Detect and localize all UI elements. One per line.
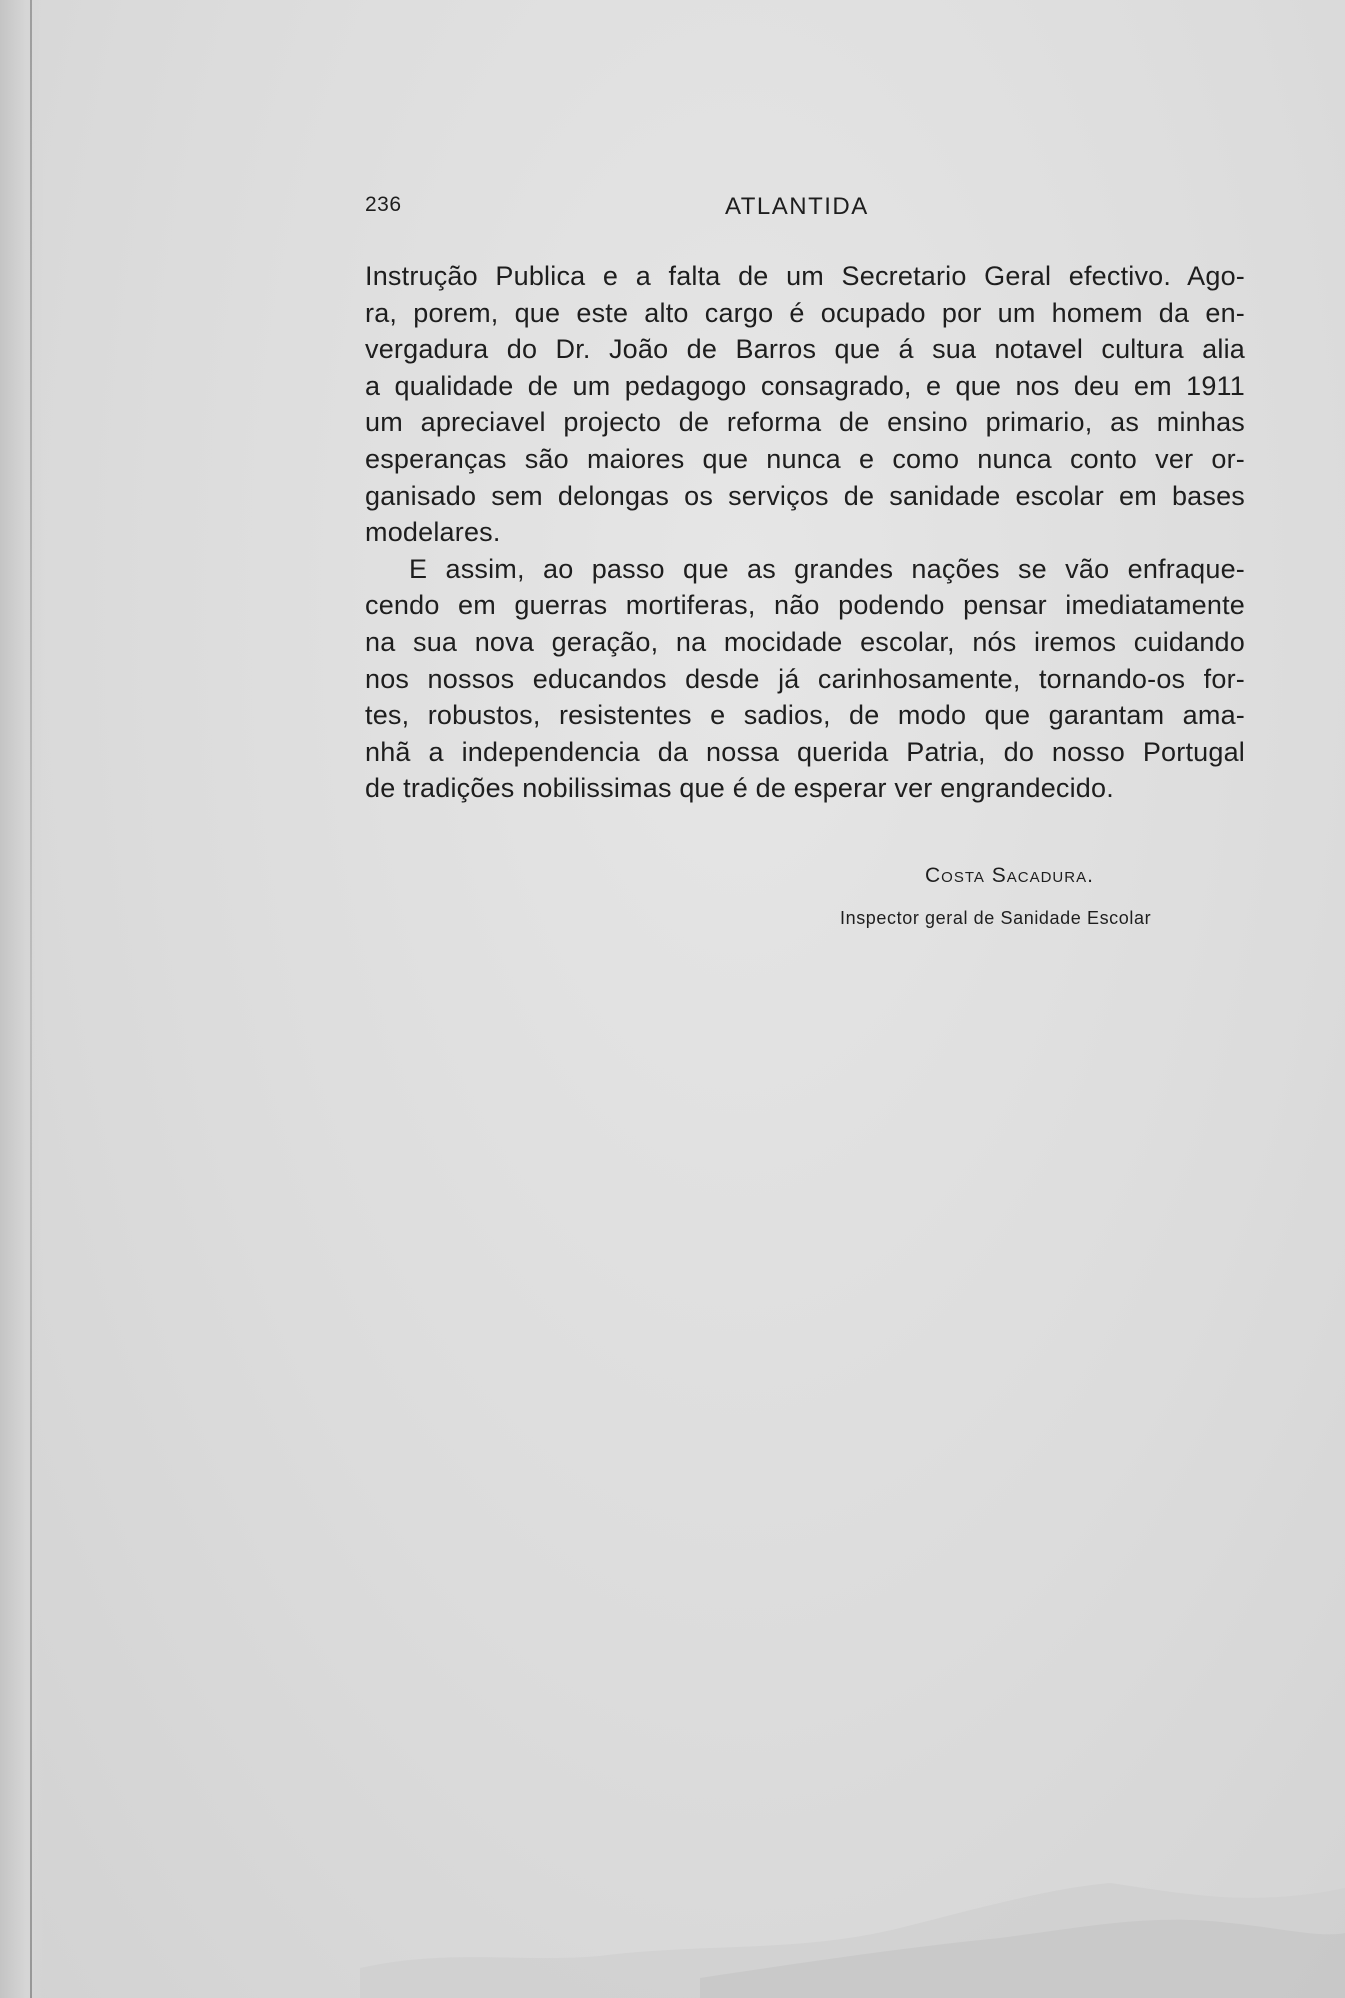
text-line: Instrução Publica e a falta de um Secretario Geral efectivo. Ago- <box>365 261 1245 291</box>
body-text <box>365 258 1245 807</box>
text-line: na sua nova geração, na mocidade escolar, nós iremos cuidando <box>365 626 1245 657</box>
page-edge-line <box>30 0 32 1998</box>
text-line: ganisado sem delongas os serviços de sanidade escolar em bases <box>365 480 1245 511</box>
text-line: ra, porem, que este alto cargo é ocupado por um homem da en- <box>365 297 1245 328</box>
text-line: esperanças são maiores que nunca e como nunca conto ver or- <box>365 443 1245 474</box>
text-line: cendo em guerras mortiferas, não podendo pensar imediatamente <box>365 590 1245 621</box>
bottom-smudge <box>0 1868 1345 1998</box>
text-line: E assim, ao passo que as grandes nações se vão enfraque- <box>409 553 1245 584</box>
signature-role: Inspector geral de Sanidade Escolar <box>840 908 1152 928</box>
text-line: a qualidade de um pedagogo consagrado, e que nos deu em 1911 <box>365 370 1245 401</box>
page-number: 236 <box>365 193 402 216</box>
journal-title: ATLANTIDA <box>725 193 869 220</box>
running-head <box>365 193 1245 223</box>
page-binding-edge <box>0 0 44 1998</box>
text-line: nhã a independencia da nossa querida Patria, do nosso Portugal <box>365 736 1245 767</box>
text-line: tes, robustos, resistentes e sadios, de modo que garantam ama- <box>365 700 1245 731</box>
text-line: modelares. <box>365 517 501 548</box>
text-line: nos nossos educandos desde já carinhosamente, tornando-os for- <box>365 663 1245 694</box>
text-line: um apreciavel projecto de reforma de ensino primario, as minhas <box>365 407 1245 438</box>
text-line: vergadura do Dr. João de Barros que á sua notavel cultura alia <box>365 334 1245 365</box>
signature-name: Costa Sacadura. <box>925 864 1094 887</box>
text-line: de tradições nobilissimas que é de esperar ver engrandecido. <box>365 773 1114 804</box>
